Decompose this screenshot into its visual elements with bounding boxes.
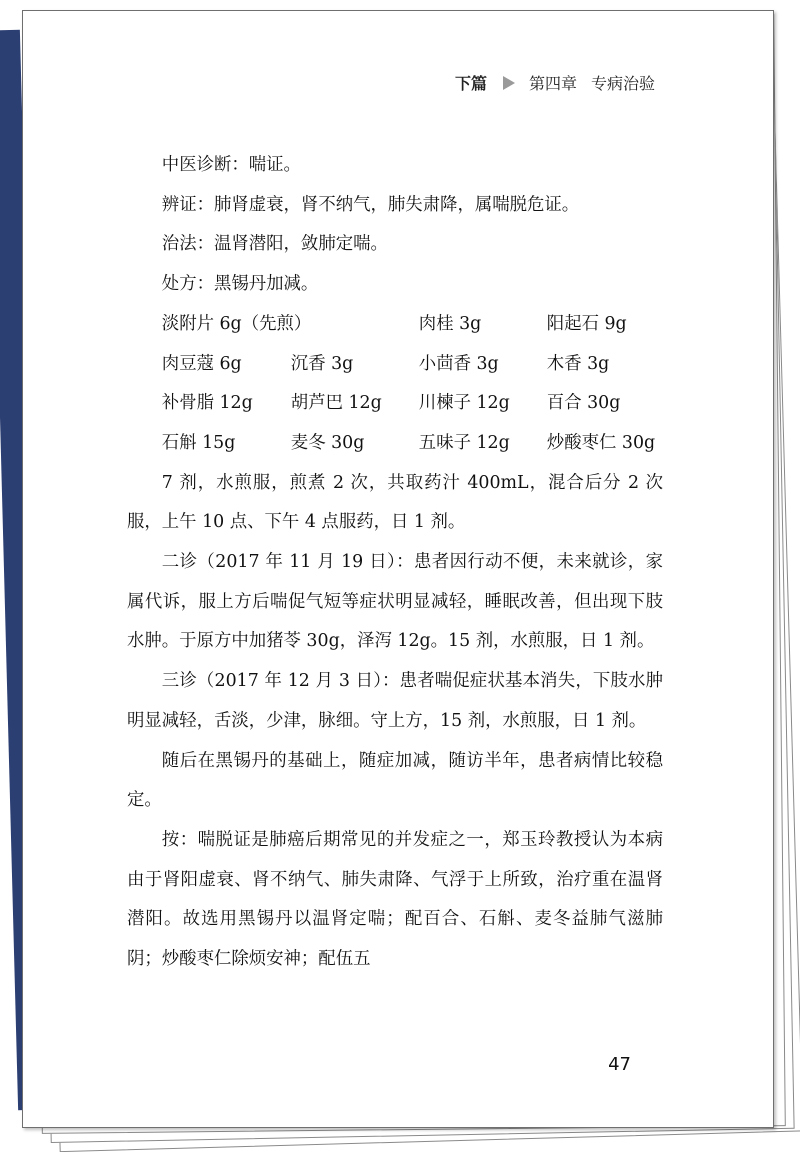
herb-item: 木香 3g <box>546 353 610 374</box>
book-page <box>22 10 774 1128</box>
diagnosis-paragraph: 中医诊断：喘证。 <box>161 155 301 175</box>
running-header <box>455 71 655 94</box>
herb-item: 百合 30g <box>546 393 621 414</box>
dosage-paragraph: 7 剂，水煎服，煎煮 2 次，共取药汁 400mL，混合后分 2 次服，上午 10 点、下午 4 点服药，日 1 剂。 <box>127 472 663 533</box>
herb-item: 沉香 3g <box>290 353 354 374</box>
syndrome-paragraph: 辨证：肺肾虚衰，肾不纳气，肺失肃降，属喘脱危证。 <box>161 194 580 215</box>
herb-item: 石斛 15g <box>161 432 236 453</box>
herb-item: 五味子 12g <box>418 432 510 453</box>
herb-item: 淡附片 6g（先煎） <box>161 313 312 334</box>
herb-item: 川楝子 12g <box>418 393 510 414</box>
triangle-right-icon <box>503 76 515 90</box>
second-visit-paragraph: 二诊（2017 年 11 月 19 日）：患者因行动不便，未来就诊，家属代诉，服上方后喘促气短等症状明显减轻，睡眠改善，但出现下肢水肿。于原方中加猪苓 30g，泽泻 12g。15 剂，水煎服，日 1 剂。 <box>127 552 663 652</box>
herb-item: 肉豆蔻 6g <box>161 353 242 374</box>
page-body <box>127 146 663 980</box>
third-visit-paragraph: 三诊（2017 年 12 月 3 日）：患者喘促症状基本消失，下肢水肿明显减轻，舌淡，少津，脉细。守上方，15 剂，水煎服，日 1 剂。 <box>127 671 663 731</box>
herb-item: 肉桂 3g <box>418 313 482 334</box>
herb-item: 麦冬 30g <box>290 432 365 453</box>
commentary-paragraph: 按：喘脱证是肺癌后期常见的并发症之一，郑玉玲教授认为本病由于肾阳虚衰、肾不纳气、肺失肃降、气浮于上所致，治疗重在温肾潜阳。故选用黑锡丹以温肾定喘；配百合、石斛、麦冬益肺气滋肺阴；炒酸枣仁除烦安神；配伍五 <box>127 829 663 970</box>
follow-up-paragraph: 随后在黑锡丹的基础上，随症加减，随访半年，患者病情比较稳定。 <box>127 750 663 811</box>
prescription-paragraph: 处方：黑锡丹加减。 <box>161 274 319 295</box>
herb-item: 阳起石 9g <box>546 313 627 334</box>
header-chapter: 第四章 <box>528 74 577 93</box>
herb-item: 补骨脂 12g <box>161 393 253 414</box>
herb-item: 胡芦巴 12g <box>290 393 382 414</box>
treatment-paragraph: 治法：温肾潜阳，敛肺定喘。 <box>161 234 388 255</box>
header-part: 下篇 <box>454 74 487 93</box>
header-section: 专病治验 <box>590 74 655 93</box>
herb-list <box>127 305 663 464</box>
page-number: 47 <box>608 1054 631 1075</box>
herb-item: 炒酸枣仁 30g <box>546 432 656 453</box>
herb-item: 小茴香 3g <box>418 353 499 374</box>
